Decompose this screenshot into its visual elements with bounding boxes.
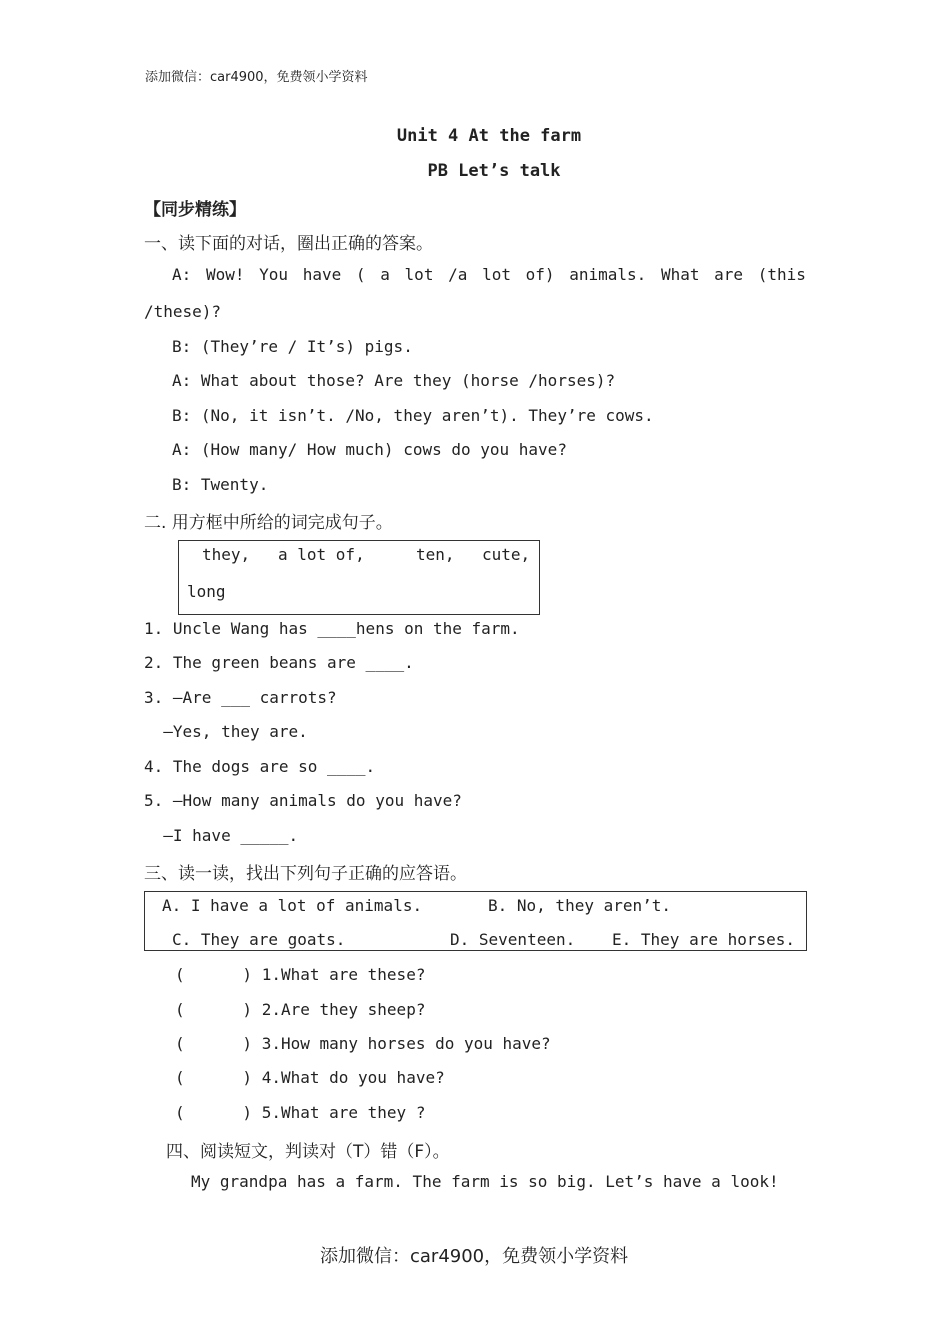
fill-item: 2. The green beans are ____. (144, 653, 414, 672)
option-e: E. They are horses. (612, 930, 796, 949)
footer-note: 添加微信：car4900，免费领小学资料 (320, 1246, 629, 1267)
header-note: 添加微信：car4900，免费领小学资料 (145, 70, 368, 85)
fill-item: 5. —How many animals do you have? (144, 791, 462, 810)
fill-item: 4. The dogs are so ____. (144, 757, 376, 776)
dialogue-line: B: Twenty. (172, 475, 269, 494)
section2-heading: 二. 用方框中所给的词完成句子。 (144, 513, 393, 533)
passage-line: My grandpa has a farm. The farm is so big. Let’s have a look! (191, 1172, 779, 1191)
fill-item: —I have _____. (144, 826, 299, 845)
option-a: A. I have a lot of animals. (162, 896, 423, 915)
document-title: Unit 4 At the farm (396, 126, 582, 146)
word-box-item: long (187, 582, 226, 601)
dialogue-line: B: (No, it isn’t. /No, they aren’t). They’re cows. (172, 406, 654, 425)
option-d: D. Seventeen. (450, 930, 576, 949)
option-b: B. No, they aren’t. (488, 896, 672, 915)
match-question: ( ) 5.What are they ? (175, 1103, 426, 1122)
section1-heading: 一、读下面的对话，圈出正确的答案。 (144, 234, 433, 254)
word-box-item: cute, (482, 545, 531, 564)
word-box-item: they, (202, 545, 251, 564)
dialogue-line: B: (They’re / It’s) pigs. (172, 337, 413, 356)
word-box-item: ten, (416, 545, 455, 564)
dialogue-line: A: (How many/ How much) cows do you have? (172, 440, 567, 459)
match-question: ( ) 1.What are these? (175, 965, 426, 984)
dialogue-line: A: What about those? Are they (horse /horses)? (172, 371, 616, 390)
section4-heading: 四、阅读短文，判读对（T）错（F）。 (166, 1142, 450, 1162)
section1-line1-cont: /these)? (144, 302, 222, 321)
word-box-item: a lot of, (278, 545, 365, 564)
fill-item: —Yes, they are. (144, 722, 308, 741)
option-c: C. They are goats. (172, 930, 346, 949)
document-subtitle: PB Let’s talk (427, 161, 561, 181)
fill-item: 3. —Are ___ carrots? (144, 688, 337, 707)
match-question: ( ) 4.What do you have? (175, 1068, 445, 1087)
section3-heading: 三、读一读，找出下列句子正确的应答语。 (144, 864, 467, 884)
section1-line1: A: Wow! You have ( a lot /a lot of) animals. What are (this (172, 265, 806, 284)
match-question: ( ) 2.Are they sheep? (175, 1000, 426, 1019)
practice-heading: 【同步精练】 (144, 200, 246, 220)
match-question: ( ) 3.How many horses do you have? (175, 1034, 551, 1053)
fill-item: 1. Uncle Wang has ____hens on the farm. (144, 619, 520, 638)
